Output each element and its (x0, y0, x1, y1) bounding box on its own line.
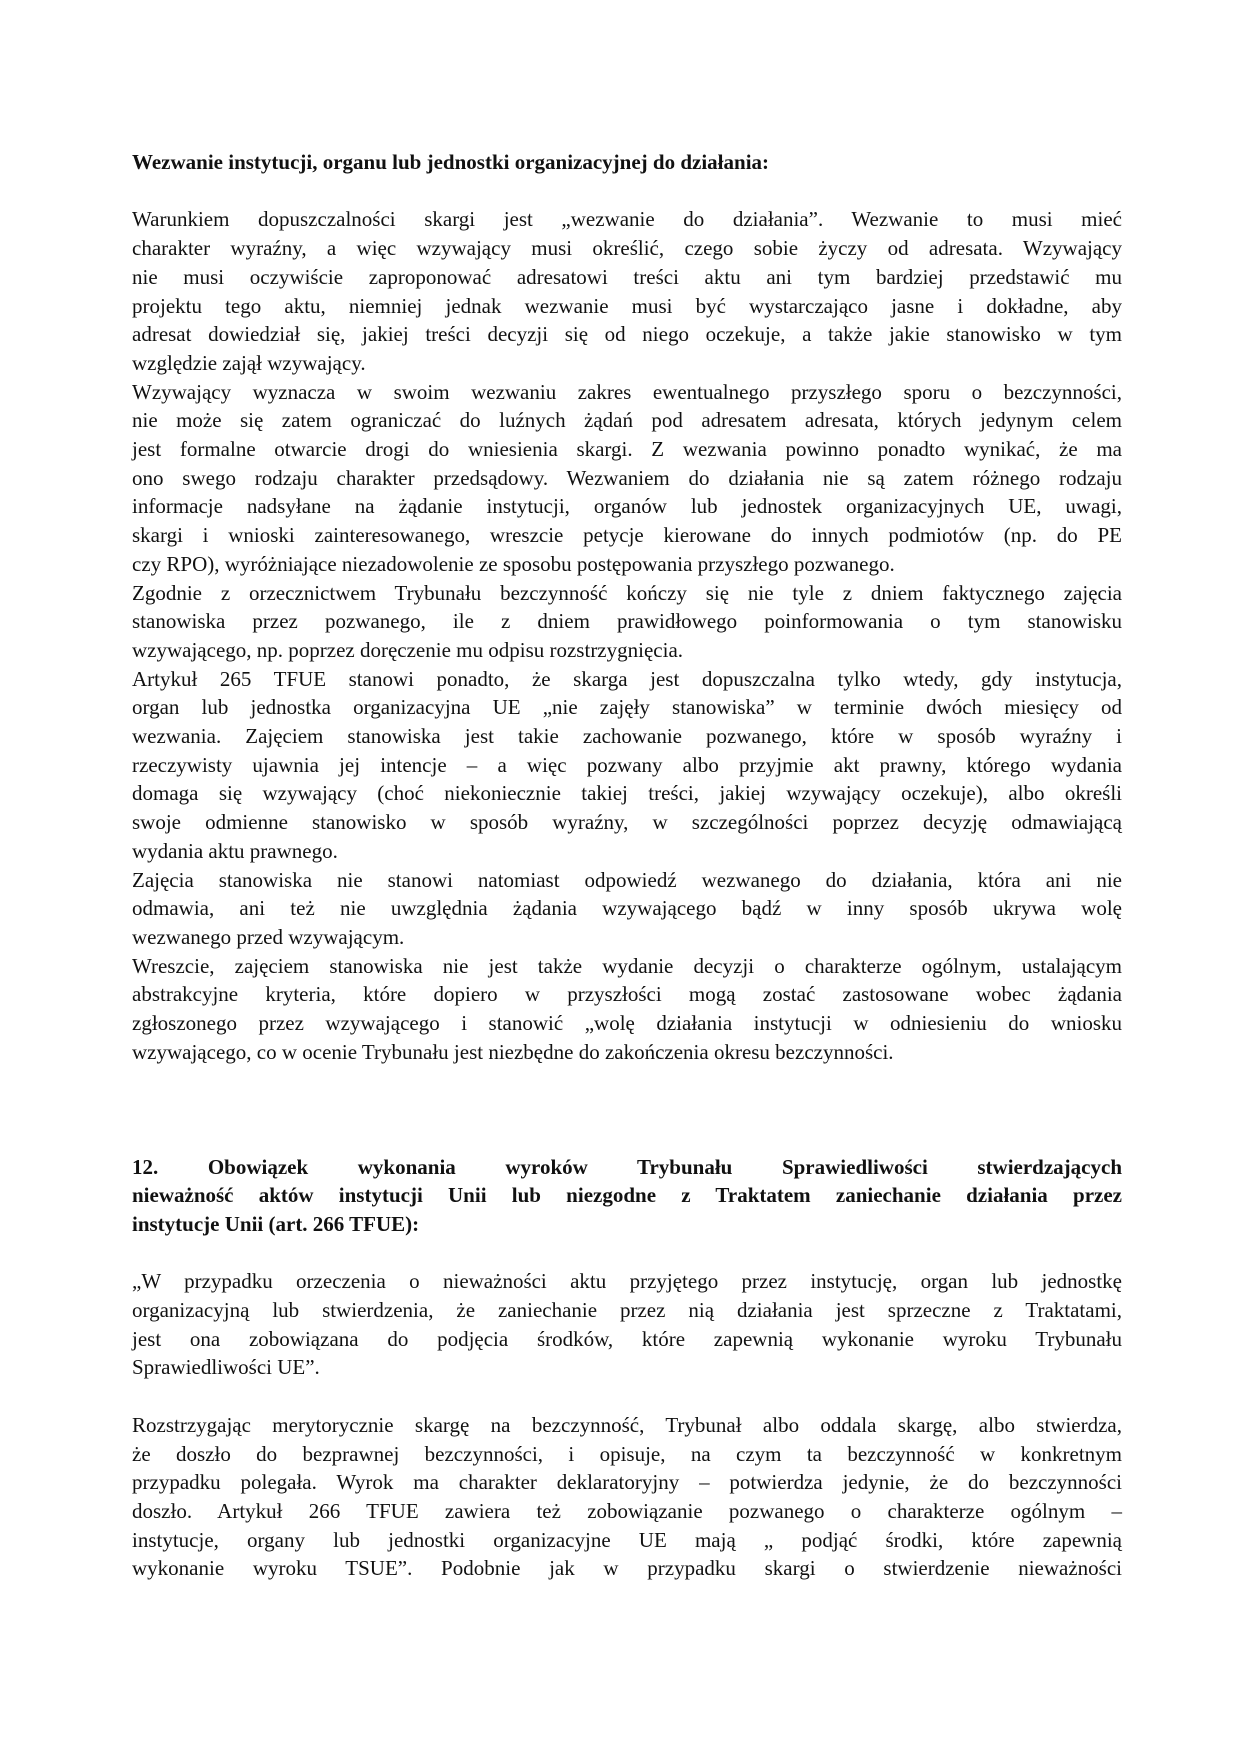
text-line: organizacyjną lub stwierdzenia, że zaniechanie przez nią działania jest sprzeczne z Traktatami, (132, 1298, 1122, 1323)
text-line: instytucje, organy lub jednostki organizacyjne UE mają „ podjąć środki, które zapewnią (132, 1527, 1122, 1552)
text-line: stanowiska przez pozwanego, ile z dniem prawidłowego poinformowania o tym stanowisku (132, 609, 1122, 634)
text-line: czy RPO), wyróżniające niezadowolenie ze sposobu postępowania przyszłego pozwanego. (132, 551, 895, 576)
text-line: Zajęcia stanowiska nie stanowi natomiast odpowiedź wezwanego do działania, która ani nie (132, 867, 1122, 892)
text-line: 12. Obowiązek wykonania wyroków Trybunału Sprawiedliwości stwierdzających (132, 1154, 1122, 1179)
section-2-heading (132, 1153, 1122, 1239)
text-line: rzeczywisty ujawnia jej intencje – a więc pozwany albo przyjmie akt prawny, którego wydania (132, 752, 1122, 777)
body-paragraph (132, 1411, 1122, 1583)
text-line: charakter wyraźny, a więc wzywający musi określić, czego sobie życzy od adresata. Wzywający (132, 236, 1122, 261)
text-line: ono swego rodzaju charakter przedsądowy. Wezwaniem do działania nie są zatem różnego rodzaju (132, 465, 1122, 490)
text-line: Sprawiedliwości UE”. (132, 1355, 320, 1380)
text-line: nie musi oczywiście zaproponować adresatowi treści aktu ani tym bardziej przedstawić mu (132, 264, 1122, 289)
paragraph (132, 579, 1122, 665)
paragraph (132, 665, 1122, 866)
paragraph (132, 378, 1122, 579)
text-line: odmawia, ani też nie uwzględnia żądania wzywającego bądź w inny sposób ukrywa wolę (132, 896, 1122, 921)
text-line: Warunkiem dopuszczalności skargi jest „wezwanie do działania”. Wezwanie to musi mieć (132, 207, 1122, 232)
text-line: instytucje Unii (art. 266 TFUE): (132, 1211, 420, 1236)
text-line: Zgodnie z orzecznictwem Trybunału bezczynność kończy się nie tyle z dniem faktycznego zajęcia (132, 580, 1122, 605)
spacer (132, 1239, 1122, 1268)
text-line: projektu tego aktu, niemniej jednak wezwanie musi być wystarczająco jasne i dokładne, aby (132, 293, 1122, 318)
text-line: Wzywający wyznacza w swoim wezwaniu zakres ewentualnego przyszłego sporu o bezczynności, (132, 379, 1122, 404)
text-line: doszło. Artykuł 266 TFUE zawiera też zobowiązanie pozwanego o charakterze ogólnym – (132, 1498, 1122, 1523)
text-line: wezwanego przed wzywającym. (132, 924, 405, 949)
text-line: nie może się zatem ograniczać do luźnych żądań pod adresatem adresata, których jedynym celem (132, 408, 1122, 433)
text-line: swoje odmienne stanowisko w sposób wyraźny, w szczególności poprzez decyzję odmawiającą (132, 810, 1122, 835)
section-title: Wezwanie instytucji, organu lub jednostki organizacyjnej do działania: (132, 150, 770, 174)
paragraph (132, 205, 1122, 377)
text-line: Rozstrzygając merytorycznie skargę na bezczynność, Trybunał albo oddala skargę, albo stwierdza, (132, 1412, 1122, 1437)
text-line: abstrakcyjne kryteria, które dopiero w przyszłości mogą zostać zastosowane wobec żądania (132, 982, 1122, 1007)
paragraph (132, 866, 1122, 952)
text-line: informacje nadsyłane na żądanie instytucji, organów lub jednostek organizacyjnych UE, uwagi, (132, 494, 1122, 519)
text-line: względzie zajął wzywający. (132, 350, 366, 375)
document-page (132, 148, 1122, 1583)
text-line: zgłoszonego przez wzywającego i stanowić „wolę działania instytucji w odniesieniu do wniosku (132, 1011, 1122, 1036)
text-line: Artykuł 265 TFUE stanowi ponadto, że skarga jest dopuszczalna tylko wtedy, gdy instytucja, (132, 666, 1122, 691)
text-line: domaga się wzywający (choć niekoniecznie takiej treści, jakiej wzywający oczekuje), albo określi (132, 781, 1122, 806)
text-line: wzywającego, co w ocenie Trybunału jest niezbędne do zakończenia okresu bezczynności. (132, 1039, 894, 1064)
text-line: skargi i wnioski zainteresowanego, wreszcie petycje kierowane do innych podmiotów (np. do PE (132, 523, 1122, 548)
text-line: organ lub jednostka organizacyjna UE „nie zajęły stanowiska” w terminie dwóch miesięcy od (132, 695, 1122, 720)
spacer (132, 177, 1122, 206)
text-line: nieważność aktów instytucji Unii lub niezgodne z Traktatem zaniechanie działania przez (132, 1183, 1122, 1208)
text-line: adresat dowiedział się, jakiej treści decyzji się od niego oczekuje, a także jakie stanowisko w tym (132, 322, 1122, 347)
spacer (132, 1066, 1122, 1152)
text-line: wykonanie wyroku TSUE”. Podobnie jak w przypadku skargi o stwierdzenie nieważności (132, 1556, 1122, 1581)
text-line: wydania aktu prawnego. (132, 838, 338, 863)
spacer (132, 1382, 1122, 1411)
text-line: wezwania. Zajęciem stanowiska jest takie zachowanie pozwanego, które w sposób wyraźny i (132, 724, 1122, 749)
text-line: przypadku polegała. Wyrok ma charakter deklaratoryjny – potwierdza jedynie, że do bezczynności (132, 1470, 1122, 1495)
text-line: jest formalne otwarcie drogi do wniesienia skargi. Z wezwania powinno ponadto wynikać, że ma (132, 437, 1122, 462)
text-line: wzywającego, np. poprzez doręczenie mu odpisu rozstrzygnięcia. (132, 637, 684, 662)
text-line: „W przypadku orzeczenia o nieważności aktu przyjętego przez instytucję, organ lub jednostkę (132, 1269, 1122, 1294)
text-line: jest ona zobowiązana do podjęcia środków, które zapewnią wykonanie wyroku Trybunału (132, 1326, 1122, 1351)
paragraph (132, 952, 1122, 1067)
text-line: Wreszcie, zajęciem stanowiska nie jest także wydanie decyzji o charakterze ogólnym, ustalającym (132, 953, 1122, 978)
section-1-body (132, 205, 1122, 1066)
text-line: że doszło do bezprawnej bezczynności, i opisuje, na czym ta bezczynność w konkretnym (132, 1441, 1122, 1466)
quote-paragraph (132, 1267, 1122, 1382)
